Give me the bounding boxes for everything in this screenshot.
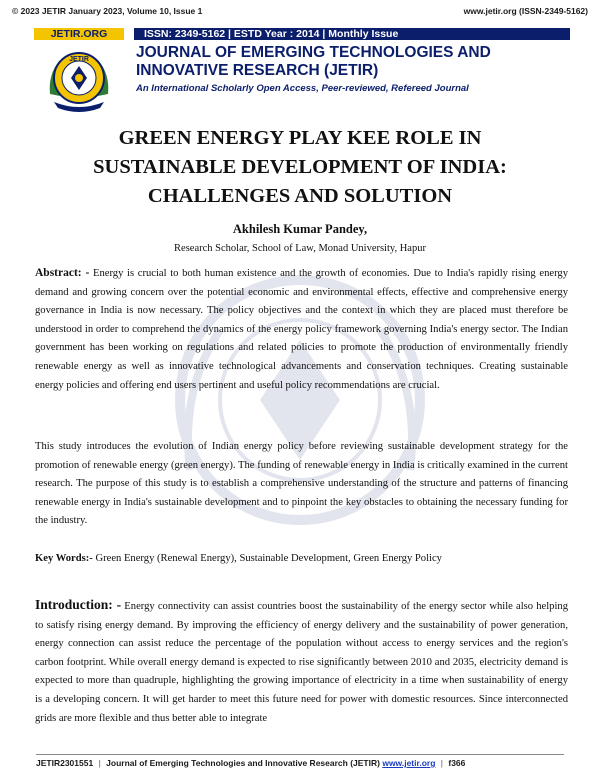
introduction-paragraph bbox=[35, 596, 568, 728]
abstract-paragraph-2: This study introduces the evolution of Indian energy policy before reviewing sustainable development strategy for the promotion of renewable energy (green energy). The funding of renewable energy in India is critically examined in the current research. The purpose of this study is to establish a comprehensive understanding of the structure and patterns of financing renewable energy in India's sustainable development and to pinpoint the key obstacles to obtaining the necessary funding for the industry. bbox=[35, 441, 568, 527]
author-affiliation: Research Scholar, School of Law, Monad University, Hapur bbox=[174, 243, 426, 254]
running-header bbox=[12, 6, 588, 18]
journal-name-line-1: JOURNAL OF EMERGING TECHNOLOGIES AND bbox=[136, 44, 491, 61]
svg-text:JETIR: JETIR bbox=[69, 56, 89, 63]
introduction-text: Energy connectivity can assist countries boost the sustainability of the energy sector while also helping to satisfy rising energy demand. By improving the efficiency of energy delivery and the sustainability of power generation, energy connection can assist reduce the percentage of the population without access to energy services and the region's carbon footprint. While overall energy demand is expected to rise significantly between 2010 and 2035, electricity demand is expected to more than quadruple, highlighting the growing importance of electricity in a time when sustainability of energy is a developing concern. It will get harder to meet this future need for power with domestic resources. Since interconnected grids are more flexible and thus better able to integrate bbox=[35, 601, 569, 724]
page-footer: JETIR2301551 | Journal of Emerging Technologies and Innovative Research (JETIR) www.jetir.org | f366 bbox=[36, 754, 564, 768]
footer-journal: Journal of Emerging Technologies and Innovative Research (JETIR) bbox=[106, 758, 380, 768]
issn-bar: ISSN: 2349-5162 | ESTD Year : 2014 | Monthly Issue bbox=[134, 28, 570, 40]
journal-subtitle: An International Scholarly Open Access, Peer-reviewed, Refereed Journal bbox=[136, 83, 469, 94]
keywords-text: Green Energy (Renewal Energy), Sustainable Development, Green Energy Policy bbox=[95, 553, 442, 564]
keywords-line bbox=[35, 550, 568, 569]
abstract-paragraph-1 bbox=[35, 264, 568, 395]
page-number: f366 bbox=[448, 758, 466, 768]
footer-site-link[interactable]: www.jetir.org bbox=[382, 758, 436, 768]
journal-name-line-2: INNOVATIVE RESEARCH (JETIR) bbox=[136, 62, 379, 79]
introduction-label: Introduction: - bbox=[35, 597, 122, 612]
title-line-3: CHALLENGES AND SOLUTION bbox=[147, 185, 453, 207]
site-issn-link[interactable]: www.jetir.org (ISSN-2349-5162) bbox=[463, 6, 588, 16]
title-line-1: GREEN ENERGY PLAY KEE ROLE IN bbox=[118, 127, 482, 149]
abstract-label: Abstract: - bbox=[35, 267, 90, 279]
abstract-text-1: Energy is crucial to both human existence and the growth of economies. Due to India's rapidly rising energy demand and growing concern over the potential economic and environmental effects, effective and comprehensive energy governance in India is now necessary. The policy objectives and the context in which they are placed must therefore be understood in order to comprehend the dynamics of the energy policy framework governing India's energy sector. The Indian government has been working on regulations and related policies to promote the production of environmentally friendly renewable energy as well as innovative technological advancements and conservation techniques. Creating sustainable energy policies and offering end users pertinent and useful policy recommendations are crucial. bbox=[35, 268, 569, 391]
journal-name bbox=[136, 44, 576, 80]
jetir-logo-tag: JETIR.ORG bbox=[34, 28, 124, 40]
article-title bbox=[30, 124, 570, 211]
title-line-2: SUSTAINABLE DEVELOPMENT OF INDIA: bbox=[93, 156, 507, 178]
jetir-seal-icon bbox=[40, 44, 118, 112]
keywords-label: Key Words:- bbox=[35, 553, 93, 564]
paper-id: JETIR2301551 bbox=[36, 758, 94, 768]
author-name: Akhilesh Kumar Pandey, bbox=[232, 222, 368, 236]
issue-info: © 2023 JETIR January 2023, Volume 10, Issue 1 bbox=[12, 6, 203, 16]
